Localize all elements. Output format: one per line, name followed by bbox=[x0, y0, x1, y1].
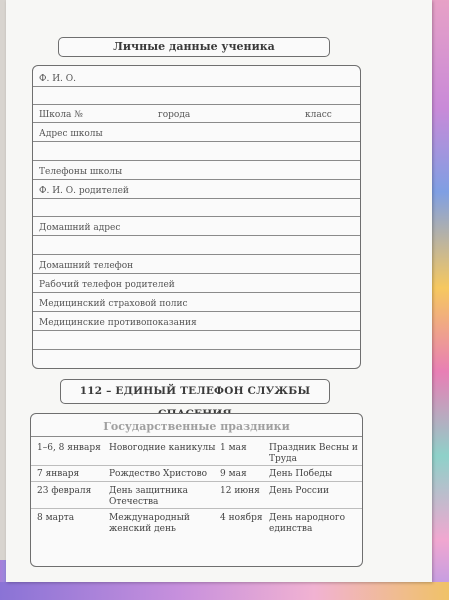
fio-extra-row[interactable] bbox=[33, 86, 360, 105]
holiday-name: Праздник Весны и Труда bbox=[269, 443, 358, 464]
holiday-date: 12 июня bbox=[220, 486, 260, 496]
school-phones-row[interactable] bbox=[33, 160, 360, 180]
school-row[interactable] bbox=[33, 104, 360, 123]
notebook-cover-bottom bbox=[0, 582, 449, 600]
holiday-name: День Победы bbox=[269, 469, 333, 479]
grade-label: класс bbox=[305, 110, 332, 120]
school-address-row[interactable] bbox=[33, 122, 360, 142]
insurance-row[interactable] bbox=[33, 292, 360, 312]
holiday-name: Рождество Христово bbox=[109, 469, 208, 479]
personal-data-form bbox=[32, 65, 361, 369]
work-phone-row[interactable] bbox=[33, 273, 360, 293]
home-address-label: Домашний адрес bbox=[39, 223, 121, 233]
holiday-date: 1 мая bbox=[220, 443, 247, 453]
holiday-date: 1–6, 8 января bbox=[37, 443, 101, 453]
school-no-label: Школа № bbox=[39, 110, 83, 120]
city-label: города bbox=[158, 110, 191, 120]
work-phone-label: Рабочий телефон родителей bbox=[39, 280, 175, 290]
home-phone-label: Домашний телефон bbox=[39, 261, 134, 271]
contraindications-label: Медицинские противопоказания bbox=[39, 318, 197, 328]
holidays-table bbox=[30, 413, 363, 567]
holiday-date: 9 мая bbox=[220, 469, 247, 479]
school-address-label: Адрес школы bbox=[39, 129, 103, 139]
home-address-row[interactable] bbox=[33, 216, 360, 236]
holiday-name: Новогодние каникулы bbox=[109, 443, 216, 453]
holiday-date: 7 января bbox=[37, 469, 80, 479]
holiday-name: День России bbox=[269, 486, 329, 496]
fio-label: Ф. И. О. bbox=[39, 74, 77, 84]
parents-fio-row[interactable] bbox=[33, 179, 360, 199]
holiday-date: 4 ноября bbox=[220, 513, 263, 523]
home-phone-row[interactable] bbox=[33, 254, 360, 274]
holidays-divider bbox=[31, 436, 362, 437]
fio-row[interactable] bbox=[33, 66, 360, 87]
diary-page bbox=[6, 0, 432, 582]
holiday-row-divider bbox=[31, 481, 362, 482]
school-phones-label: Телефоны школы bbox=[39, 167, 123, 177]
holiday-name: День защитника Отечества bbox=[109, 486, 189, 507]
holiday-name: Международный женский день bbox=[109, 513, 190, 534]
personal-data-title: Личные данные ученика bbox=[58, 37, 330, 57]
emergency-phone-banner: 112 – ЕДИНЫЙ ТЕЛЕФОН СЛУЖБЫ bbox=[60, 379, 330, 404]
contraindications-extra-row[interactable] bbox=[33, 330, 360, 350]
holiday-date: 23 февраля bbox=[37, 486, 92, 496]
holiday-name: День народного единства bbox=[269, 513, 346, 534]
contraindications-row[interactable] bbox=[33, 311, 360, 331]
holiday-row-divider bbox=[31, 508, 362, 509]
parents-fio-label: Ф. И. О. родителей bbox=[39, 186, 129, 196]
school-address-extra-row[interactable] bbox=[33, 141, 360, 161]
holiday-row-divider bbox=[31, 465, 362, 466]
parents-fio-extra-row[interactable] bbox=[33, 198, 360, 217]
holidays-title: Государственные праздники bbox=[103, 420, 290, 433]
home-address-extra-row[interactable] bbox=[33, 235, 360, 255]
insurance-label: Медицинский страховой полис bbox=[39, 299, 188, 309]
holiday-date: 8 марта bbox=[37, 513, 75, 523]
